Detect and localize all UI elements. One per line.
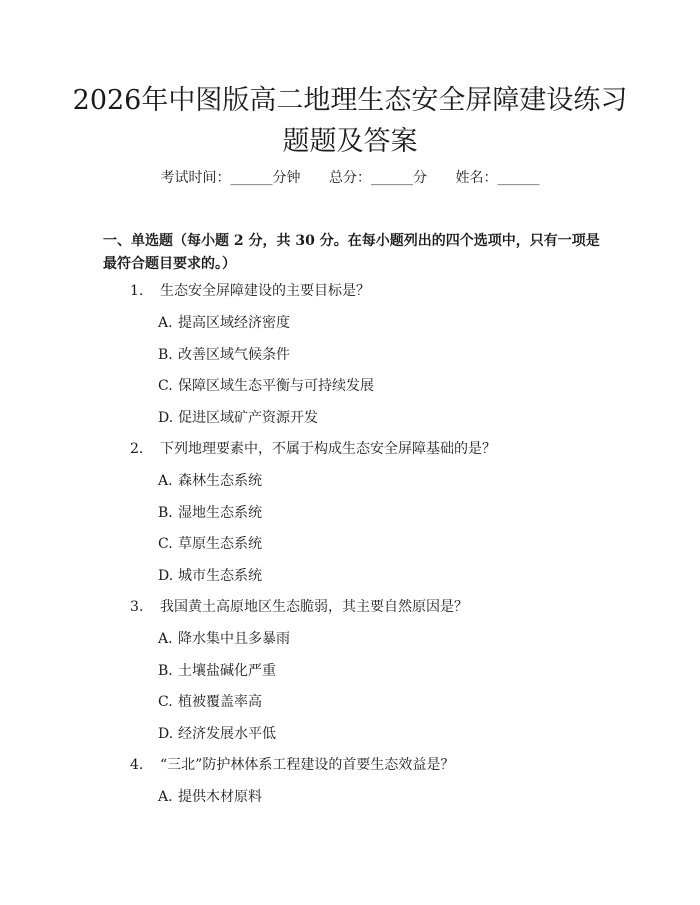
exam-time-blank: ______ (230, 170, 273, 186)
exam-time-field (161, 170, 301, 186)
option-letter: D. (158, 567, 174, 584)
student-name-field (455, 170, 539, 186)
option-text: 经济发展水平低 (178, 725, 276, 742)
option-text: 改善区域气候条件 (178, 346, 290, 363)
option-letter: B. (158, 504, 173, 521)
option-text: 湿地生态系统 (178, 504, 262, 521)
section-heading: 一、单选题（每小题 2 分，共 30 分。在每小题列出的四个选项中，只有一项是最符合题目要求的。） (103, 233, 600, 272)
question-text: 下列地理要素中，不属于构成生态安全屏障基础的是？ (160, 441, 496, 457)
question (0, 281, 700, 313)
question-option (0, 629, 700, 661)
option-text: 提供木材原料 (178, 789, 262, 805)
question-number: 1. (130, 283, 144, 299)
option-letter: D. (158, 725, 174, 742)
question (0, 439, 700, 471)
question-number: 2. (130, 441, 144, 457)
option-text: 森林生态系统 (178, 473, 262, 489)
option-letter: A. (158, 789, 173, 805)
question-option (0, 376, 700, 408)
option-text: 城市生态系统 (178, 567, 262, 584)
option-letter: A. (158, 473, 173, 489)
question-text: “三北”防护林体系工程建设的首要生态效益是？ (160, 757, 455, 773)
question-number: 4. (130, 757, 144, 773)
question-option (0, 313, 700, 345)
question-option (0, 724, 700, 756)
question-number: 3. (130, 599, 144, 615)
question (0, 597, 700, 629)
option-letter: C. (158, 694, 173, 710)
option-letter: A. (158, 315, 173, 331)
question-option (0, 408, 700, 440)
option-letter: D. (158, 409, 174, 426)
total-score-field (329, 170, 427, 186)
total-score-unit: 分 (413, 170, 427, 186)
question-option (0, 787, 700, 819)
document-title: 2026年中图版高二地理生态安全屏障建设练习题题及答案 (72, 85, 628, 157)
option-letter: C. (158, 536, 173, 552)
option-text: 保障区域生态平衡与可持续发展 (178, 378, 374, 394)
question (0, 755, 700, 787)
option-letter: B. (158, 662, 173, 679)
question-option (0, 692, 700, 724)
question-text: 生态安全屏障建设的主要目标是？ (160, 283, 370, 299)
option-text: 植被覆盖率高 (178, 694, 262, 710)
question-option (0, 471, 700, 503)
student-name-blank: ______ (497, 170, 540, 186)
total-score-label: 总分： (329, 170, 371, 186)
exam-meta-line (0, 168, 700, 188)
question-option (0, 661, 700, 693)
option-letter: B. (158, 346, 173, 363)
exam-time-label: 考试时间： (160, 170, 231, 186)
option-letter: C. (158, 378, 173, 394)
option-text: 土壤盐碱化严重 (178, 662, 276, 679)
option-letter: A. (158, 631, 173, 647)
exam-time-unit: 分钟 (272, 170, 301, 186)
option-text: 促进区域矿产资源开发 (178, 409, 318, 426)
question-option (0, 566, 700, 598)
option-text: 草原生态系统 (178, 536, 262, 552)
student-name-label: 姓名： (455, 170, 498, 186)
question-option (0, 503, 700, 535)
total-score-blank: ______ (371, 170, 413, 186)
question-list (0, 281, 700, 819)
question-option (0, 345, 700, 377)
option-text: 降水集中且多暴雨 (178, 631, 290, 647)
option-text: 提高区域经济密度 (178, 315, 290, 331)
question-option (0, 534, 700, 566)
question-text: 我国黄土高原地区生态脆弱，其主要自然原因是？ (160, 599, 468, 615)
